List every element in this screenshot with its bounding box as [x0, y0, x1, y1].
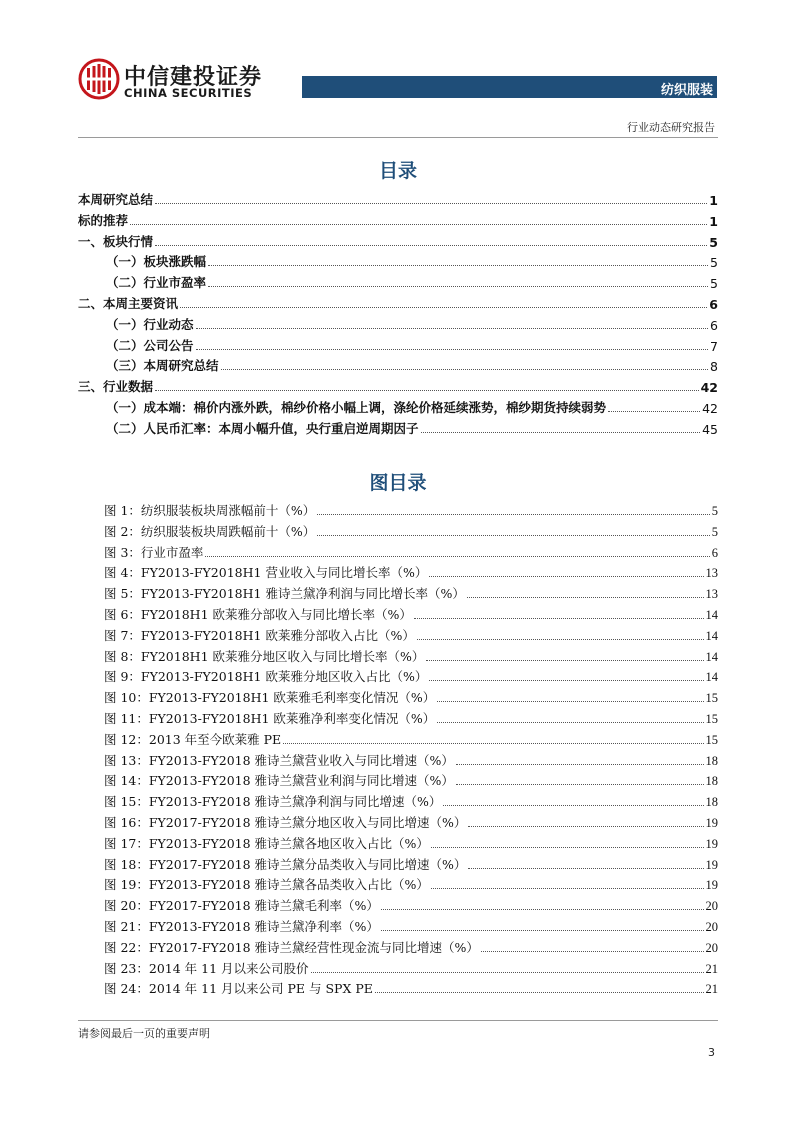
- leader-dots: [431, 847, 704, 848]
- figure-item-label: 图 4：FY2013-FY2018H1 营业收入与同比增长率（%）: [104, 565, 428, 581]
- figure-item-label: 图 12：2013 年至今欧莱雅 PE: [104, 731, 282, 747]
- toc-item-label: （一）行业动态: [106, 316, 194, 332]
- leader-dots: [208, 286, 708, 287]
- figure-item-page: 20: [705, 920, 718, 934]
- figure-item-label: 图 19：FY2013-FY2018 雅诗兰黛各品类收入占比（%）: [104, 877, 429, 893]
- toc-item[interactable]: [78, 417, 718, 437]
- leader-dots: [205, 556, 709, 557]
- toc-item-page: 6: [710, 317, 718, 333]
- figure-item-page: 13: [705, 587, 718, 602]
- figure-item-label: 图 17：FY2013-FY2018 雅诗兰黛各地区收入占比（%）: [104, 835, 429, 851]
- toc-item-page: 42: [700, 380, 718, 396]
- figure-item-label: 图 2：纺织服装板块周跌幅前十（%）: [104, 523, 316, 539]
- leader-dots: [481, 951, 704, 952]
- figure-item[interactable]: [78, 749, 718, 769]
- figure-item[interactable]: [78, 645, 718, 665]
- figure-item-page: 18: [705, 753, 718, 768]
- figure-item[interactable]: [78, 665, 718, 685]
- header-divider: [78, 137, 718, 138]
- figure-item[interactable]: [78, 728, 718, 748]
- figure-item[interactable]: [78, 499, 718, 519]
- industry-tag: 纺织服装: [660, 83, 713, 98]
- leader-dots: [130, 224, 707, 225]
- figure-item[interactable]: [78, 769, 718, 789]
- leader-dots: [468, 868, 703, 869]
- figure-item[interactable]: [78, 853, 718, 873]
- figure-item-label: 图 6：FY2018H1 欧莱雅分部收入与同比增长率（%）: [104, 607, 412, 622]
- leader-dots: [468, 826, 703, 827]
- toc-item-page: 5: [710, 276, 718, 292]
- figure-item-label: 图 21：FY2013-FY2018 雅诗兰黛净利率（%）: [104, 919, 379, 934]
- figure-item-label: 图 23：2014 年 11 月以来公司股价: [104, 960, 309, 976]
- figure-item-page: 19: [705, 878, 718, 893]
- toc-item[interactable]: [78, 230, 718, 250]
- figure-item[interactable]: [78, 790, 718, 810]
- figure-item-page: 5: [711, 524, 718, 539]
- figure-item-page: 15: [705, 732, 718, 747]
- figure-item[interactable]: [78, 624, 718, 644]
- figure-item-label: 图 1：纺织服装板块周涨幅前十（%）: [104, 503, 316, 518]
- leader-dots: [421, 432, 701, 433]
- figure-item-page: 5: [711, 504, 718, 518]
- figure-item[interactable]: [78, 603, 718, 623]
- toc-item[interactable]: [78, 354, 718, 374]
- toc-item-page: 8: [710, 359, 718, 375]
- figure-item-label: 图 14：FY2013-FY2018 雅诗兰黛营业利润与同比增速（%）: [104, 773, 454, 789]
- figure-item[interactable]: [78, 832, 718, 852]
- figure-item-label: 图 15：FY2013-FY2018 雅诗兰黛净利润与同比增速（%）: [104, 794, 442, 810]
- figure-item-label: 图 5：FY2013-FY2018H1 雅诗兰黛净利润与同比增长率（%）: [104, 586, 465, 602]
- toc-item[interactable]: [78, 250, 718, 270]
- figure-item[interactable]: [78, 561, 718, 581]
- figure-item[interactable]: [78, 915, 718, 935]
- figure-item[interactable]: [78, 936, 718, 956]
- figure-item-label: 图 11：FY2013-FY2018H1 欧莱雅净利率变化情况（%）: [104, 711, 436, 726]
- footer-divider: [78, 1020, 718, 1021]
- leader-dots: [443, 805, 703, 806]
- figure-item-page: 15: [705, 712, 718, 726]
- figure-item-label: 图 24：2014 年 11 月以来公司 PE 与 SPX PE: [104, 981, 373, 997]
- figure-item-label: 图 22：FY2017-FY2018 雅诗兰黛经营性现金流与同比增速（%）: [104, 939, 479, 955]
- figure-item-label: 图 9：FY2013-FY2018H1 欧莱雅分地区收入占比（%）: [104, 669, 428, 685]
- company-logo: [78, 58, 263, 102]
- figure-item-page: 20: [705, 940, 718, 955]
- toc-item-page: 42: [702, 401, 718, 416]
- toc-item-label: （一）板块涨跌幅: [106, 254, 207, 270]
- toc-item-label: （一）成本端：棉价内涨外跌，棉纱价格小幅上调，涤纶价格延续涨势，棉纱期货持续弱势: [106, 400, 607, 415]
- leader-dots: [429, 576, 703, 577]
- leader-dots: [155, 390, 699, 391]
- toc-item[interactable]: [78, 334, 718, 354]
- figure-item-page: 15: [705, 691, 718, 706]
- header-bar: [302, 76, 717, 98]
- toc-item[interactable]: [78, 396, 718, 416]
- figure-item-page: 13: [705, 566, 718, 581]
- figure-item[interactable]: [78, 686, 718, 706]
- leader-dots: [180, 307, 707, 308]
- leader-dots: [208, 265, 708, 266]
- figure-item-label: 图 20：FY2017-FY2018 雅诗兰黛毛利率（%）: [104, 898, 379, 914]
- leader-dots: [456, 764, 704, 765]
- figure-item-page: 19: [705, 857, 718, 872]
- figure-item-page: 18: [705, 795, 718, 810]
- figure-item-label: 图 16：FY2017-FY2018 雅诗兰黛分地区收入与同比增速（%）: [104, 815, 467, 830]
- figure-item-page: 20: [705, 899, 718, 914]
- figure-item-page: 14: [705, 628, 718, 643]
- leader-dots: [429, 680, 703, 681]
- leader-dots: [608, 411, 700, 412]
- leader-dots: [317, 514, 709, 515]
- toc-item-label: （二）人民币汇率：本周小幅升值，央行重启逆周期因子: [106, 420, 419, 436]
- figure-item-label: 图 8：FY2018H1 欧莱雅分地区收入与同比增长率（%）: [104, 648, 425, 664]
- toc-item-label: （三）本周研究总结: [106, 358, 219, 374]
- leader-dots: [155, 245, 707, 246]
- toc-item-label: 三、行业数据: [78, 379, 154, 395]
- figure-item-page: 19: [705, 816, 718, 830]
- footer-disclaimer: 请参阅最后一页的重要声明: [78, 1027, 210, 1040]
- toc-item[interactable]: [78, 313, 718, 333]
- leader-dots: [155, 203, 707, 204]
- leader-dots: [317, 535, 709, 536]
- figure-list-title: 图目录: [369, 472, 427, 494]
- leader-dots: [375, 992, 704, 993]
- figure-item-page: 14: [705, 670, 718, 685]
- figure-item[interactable]: [78, 541, 718, 561]
- figure-item-label: 图 18：FY2017-FY2018 雅诗兰黛分品类收入与同比增速（%）: [104, 856, 467, 872]
- leader-dots: [467, 597, 704, 598]
- toc-item-page: 6: [709, 297, 718, 312]
- figure-item[interactable]: [78, 977, 718, 997]
- toc-item-label: （二）行业市盈率: [106, 275, 207, 291]
- toc-item-page: 1: [709, 193, 718, 208]
- leader-dots: [431, 888, 704, 889]
- leader-dots: [311, 972, 704, 973]
- figure-item-label: 图 3：行业市盈率: [104, 544, 204, 560]
- figure-item-page: 14: [705, 608, 718, 622]
- figure-item-label: 图 7：FY2013-FY2018H1 欧莱雅分部收入占比（%）: [104, 627, 415, 643]
- toc-item-page: 1: [709, 213, 718, 229]
- figure-item[interactable]: [78, 894, 718, 914]
- figure-item[interactable]: [78, 707, 718, 727]
- figure-item-page: 19: [705, 836, 718, 851]
- toc-item[interactable]: [78, 209, 718, 229]
- toc-item-label: 二、本周主要资讯: [78, 296, 179, 311]
- leader-dots: [437, 722, 703, 723]
- toc-item-page: 5: [710, 255, 718, 271]
- figure-item-page: 21: [705, 982, 718, 997]
- toc-title: 目录: [378, 160, 417, 182]
- figure-item[interactable]: [78, 811, 718, 831]
- toc-item-page: 5: [709, 234, 718, 250]
- toc-item[interactable]: [78, 375, 718, 395]
- page-number: 3: [708, 1046, 715, 1059]
- leader-dots: [283, 743, 703, 744]
- figure-item-label: 图 13：FY2013-FY2018 雅诗兰黛营业收入与同比增速（%）: [104, 752, 454, 768]
- leader-dots: [456, 784, 704, 785]
- toc-item-page: 7: [710, 338, 718, 354]
- leader-dots: [196, 349, 709, 350]
- figure-item-page: 18: [705, 774, 718, 789]
- toc-item[interactable]: [78, 292, 718, 312]
- toc-item-label: 本周研究总结: [78, 192, 154, 207]
- figure-item[interactable]: [78, 873, 718, 893]
- toc-item-label: （二）公司公告: [106, 337, 194, 353]
- toc-item-page: 45: [702, 421, 718, 437]
- logo-english-name: CHINA SECURITIES: [124, 86, 253, 100]
- figure-item-page: 6: [711, 545, 718, 560]
- leader-dots: [381, 909, 704, 910]
- figure-item[interactable]: [78, 582, 718, 602]
- china-securities-logo-icon: [78, 58, 120, 100]
- toc-item[interactable]: [78, 188, 718, 208]
- leader-dots: [437, 701, 703, 702]
- toc-item[interactable]: [78, 271, 718, 291]
- figure-item[interactable]: [78, 520, 718, 540]
- leader-dots: [414, 618, 704, 619]
- leader-dots: [417, 639, 704, 640]
- toc-item-label: 标的推荐: [78, 212, 129, 228]
- leader-dots: [426, 660, 703, 661]
- leader-dots: [381, 930, 704, 931]
- leader-dots: [196, 328, 709, 329]
- figure-item[interactable]: [78, 957, 718, 977]
- figure-item-page: 21: [705, 961, 718, 976]
- figure-item-label: 图 10：FY2013-FY2018H1 欧莱雅毛利率变化情况（%）: [104, 690, 436, 706]
- report-type: 行业动态研究报告: [627, 121, 715, 134]
- figure-item-page: 14: [705, 649, 718, 664]
- toc-item-label: 一、板块行情: [78, 233, 154, 249]
- logo-chinese-name: 中信建投证券: [124, 65, 263, 90]
- leader-dots: [221, 369, 709, 370]
